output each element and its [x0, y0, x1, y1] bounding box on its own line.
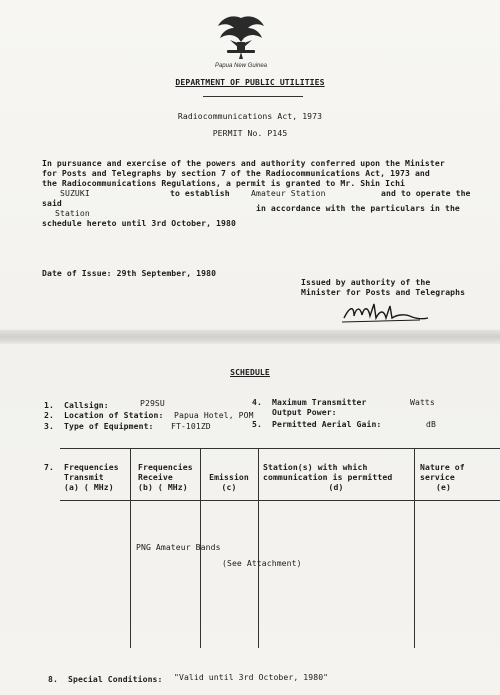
item-1-number: 1.	[44, 400, 54, 410]
body-line-1: In pursuance and exercise of the powers and authority conferred upon the Minister	[42, 158, 445, 168]
frequency-bands-value: PNG Amateur Bands	[136, 542, 221, 552]
permit-number: PERMIT No. P145	[212, 128, 288, 138]
item-8-label: Special Conditions:	[68, 674, 163, 684]
item-2-number: 2.	[44, 410, 54, 420]
paper-fold	[0, 330, 500, 344]
location-value: Papua Hotel, POM	[174, 410, 254, 420]
callsign-value: P29SU	[140, 398, 165, 408]
item-4-label-2: Output Power:	[272, 407, 337, 417]
special-conditions-value: "Valid until 3rd October, 1980"	[174, 672, 329, 682]
col2-header-3: (b) ( MHz)	[138, 482, 188, 492]
item-3-label: Type of Equipment:	[64, 421, 154, 431]
item-5-label: Permitted Aerial Gain:	[272, 419, 382, 429]
body-line-5-accordance: in accordance with the particulars in the	[256, 203, 460, 213]
table-header-rule	[60, 500, 500, 501]
item-2-label: Location of Station:	[64, 410, 164, 420]
col1-header-3: (a) ( MHz)	[64, 482, 114, 492]
item-5-number: 5.	[252, 419, 262, 429]
body-line-4-operate: and to operate the	[381, 188, 471, 198]
see-attachment-note: (See Attachment)	[222, 558, 302, 568]
col3-header-2: (c)	[221, 482, 237, 492]
authority-line-1: Issued by authority of the	[301, 277, 431, 287]
item-3-number: 3.	[44, 421, 54, 431]
bird-of-paradise-emblem-icon	[210, 12, 272, 70]
col1-header-1: Frequencies	[64, 462, 119, 472]
body-line-4-establish: to establish	[170, 188, 230, 198]
table-top-rule	[60, 448, 500, 449]
signature	[340, 300, 430, 326]
station-type: Amateur Station	[251, 188, 326, 198]
body-line-5-said: said	[42, 198, 62, 208]
power-unit: Watts	[410, 397, 435, 407]
body-line-5-station: Station	[55, 208, 90, 218]
permittee-surname: SUZUKI	[60, 188, 90, 198]
equipment-value: FT-101ZD	[171, 421, 211, 431]
col4-header-2: communication is permitted	[263, 472, 393, 482]
emblem-caption: Papua New Guinea	[214, 63, 268, 69]
col1-header-2: Transmit	[64, 472, 104, 482]
col2-header-1: Frequencies	[138, 462, 193, 472]
header-divider	[203, 96, 303, 97]
act-title: Radiocommunications Act, 1973	[177, 111, 323, 121]
table-col-rule-3	[258, 448, 259, 648]
issue-date: Date of Issue: 29th September, 1980	[42, 268, 217, 278]
col5-header-2: service	[420, 472, 455, 482]
body-line-3: the Radiocommunications Regulations, a permit is granted to Mr. Shin Ichi	[42, 178, 406, 188]
authority-line-2: Minister for Posts and Telegraphs	[301, 287, 466, 297]
item-7-number: 7.	[44, 462, 54, 472]
item-1-label: Callsign:	[64, 400, 109, 410]
item-4-label-1: Maximum Transmitter	[272, 397, 367, 407]
schedule-title: SCHEDULE	[230, 367, 270, 377]
col5-header-1: Nature of	[420, 462, 465, 472]
table-col-rule-4	[414, 448, 415, 648]
table-col-rule-1	[130, 448, 131, 648]
gain-unit: dB	[426, 419, 436, 429]
col5-header-3: (e)	[436, 482, 451, 492]
body-line-6: schedule hereto until 3rd October, 1980	[42, 218, 236, 228]
col2-header-2: Receive	[138, 472, 173, 482]
department-title: DEPARTMENT OF PUBLIC UTILITIES	[175, 77, 325, 87]
body-line-2: for Posts and Telegraphs by section 7 of the Radiocommunications Act, 1973 and	[42, 168, 430, 178]
col4-header-1: Station(s) with which	[263, 462, 368, 472]
col3-header-1: Emission	[209, 472, 249, 482]
col4-header-3: (d)	[328, 482, 344, 492]
item-4-number: 4.	[252, 397, 262, 407]
item-8-number: 8.	[48, 674, 58, 684]
